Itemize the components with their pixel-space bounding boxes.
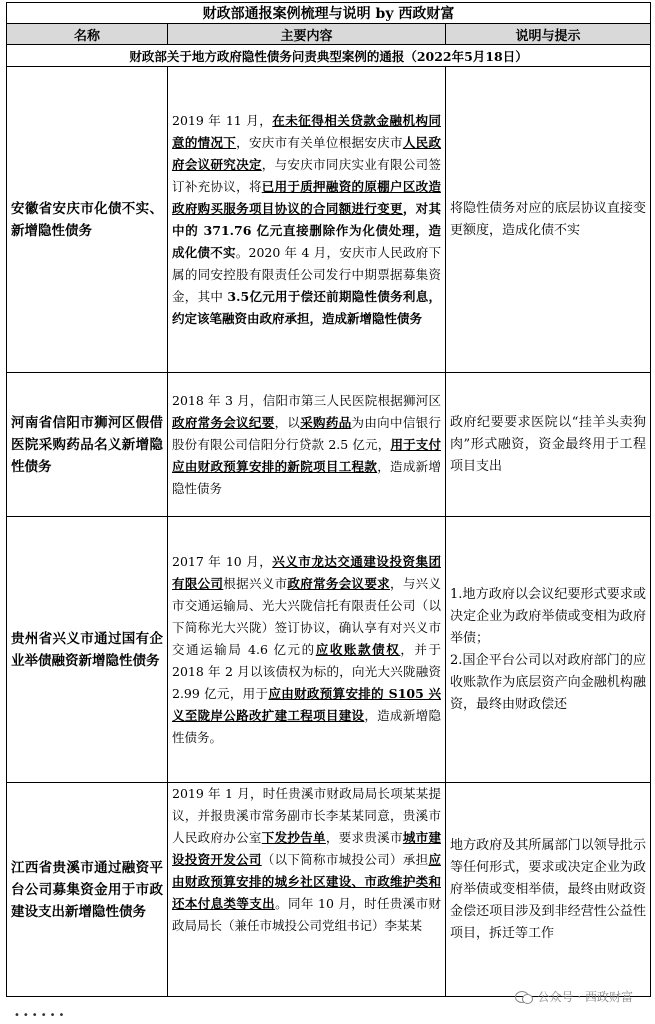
table-row bbox=[7, 517, 651, 783]
footer-dots: •••••• bbox=[14, 1010, 68, 1021]
content-segment: ，要求贵溪市 bbox=[325, 830, 403, 845]
case-name: 江西省贵溪市通过融资平台公司募集资金用于市政建设支出新增隐性债务 bbox=[7, 783, 168, 997]
content-segment: 政府常务会议要求 bbox=[287, 575, 390, 591]
case-name: 安徽省安庆市化债不实、新增隐性债务 bbox=[7, 67, 168, 373]
case-table bbox=[6, 2, 651, 997]
content-segment: 2019 年 11 月， bbox=[172, 112, 273, 128]
note-line: 2.国企平台公司以对政府部门的应收账款作为底层资产向金融机构融资，最终由财政偿还 bbox=[450, 652, 647, 712]
content-segment: 下发抄告单 bbox=[261, 830, 326, 845]
content-segment: 。同年 10 月，时任贵溪市财政局局长（兼任市城投公司党组书记）李某某 bbox=[172, 896, 441, 933]
content-segment: （以下简称市城投公司）承担 bbox=[261, 852, 429, 867]
table-row bbox=[7, 373, 651, 517]
content-segment: 政府常务会议纪要 bbox=[172, 414, 275, 430]
case-content bbox=[168, 783, 446, 997]
content-segment: 3.5亿元用于偿还前期隐性债务利息，约定该笔融资由政府承担，造成新增隐性债务 bbox=[172, 288, 441, 326]
section-heading: 财政部关于地方政府隐性债务问责典型案例的通报（2022年5月18日） bbox=[7, 45, 651, 67]
column-header-content: 主要内容 bbox=[168, 24, 446, 45]
content-segment: ，并于 2018 年 2 月以该债权为标的，向光大兴陇融资 2.99 亿元，用于 bbox=[172, 641, 441, 701]
content-segment: ，与安庆市同庆实业有限公司签订补充协议，将 bbox=[172, 156, 441, 194]
watermark-text: 公众号 · 西政财富 bbox=[537, 990, 633, 1004]
case-note: 政府纪要要求医院以“挂羊头卖狗肉”形式融资，资金最终用于工程项目支出 bbox=[446, 373, 651, 517]
case-name: 河南省信阳市狮河区假借医院采购药品名义新增隐性债务 bbox=[7, 373, 168, 517]
content-segment: 2018 年 3 月，信阳市第三人民医院根据狮河区 bbox=[172, 392, 441, 408]
column-header-notes: 说明与提示 bbox=[446, 24, 651, 45]
content-segment: ，对其中的 371.76 亿元直接删除作为化债处理，造成化债不实 bbox=[172, 200, 441, 260]
case-name: 贵州省兴义市通过国有企业举债融资新增隐性债务 bbox=[7, 517, 168, 783]
wechat-watermark bbox=[515, 988, 633, 1005]
case-note bbox=[446, 517, 651, 783]
content-segment: 兴义市龙达交通建设投资集团有限公司 bbox=[172, 553, 441, 591]
case-content bbox=[168, 517, 446, 783]
case-note: 地方政府及其所属部门以领导批示等任何形式，要求或决定企业为政府举债或变相举债，最终由财政资金偿还项目涉及到非经营性公益性项目，拆迁等工作 bbox=[446, 783, 651, 997]
content-segment: ，安庆市有关单位根据安庆市 bbox=[236, 134, 403, 150]
content-segment: 人民政府会议研究决定 bbox=[172, 134, 441, 172]
content-segment: 已用于质押融资的原棚户区改造政府购买服务项目协议的合同额进行变更 bbox=[172, 178, 441, 216]
content-segment: 采购药品 bbox=[300, 414, 352, 430]
content-segment: 应由财政预算安排的 S105 兴义至陇岸公路改扩建工程项目建设 bbox=[172, 685, 441, 723]
case-content bbox=[168, 67, 446, 373]
document-page bbox=[6, 2, 650, 997]
case-note: 将隐性债务对应的底层协议直接变更额度，造成化债不实 bbox=[446, 67, 651, 373]
content-segment: 为由向中信银行股份有限公司信阳分行贷款 2.5 亿元， bbox=[172, 414, 441, 452]
note-line: 1.地方政府以会议纪要形式要求或决定企业为政府举债或变相为政府举债； bbox=[450, 586, 647, 646]
content-segment: ，造成新增隐性债务。 bbox=[172, 707, 441, 745]
content-segment: 。2020 年 4 月，安庆市人民政府下属的同安控股有限责任公司发行中期票据募集资金，其中 bbox=[172, 244, 441, 304]
content-segment: ，以 bbox=[274, 414, 301, 430]
column-header-name: 名称 bbox=[7, 24, 168, 45]
content-segment: 用于支付应由财政预算安排的新院项目工程款 bbox=[172, 436, 441, 474]
wechat-icon bbox=[515, 990, 533, 1004]
table-row bbox=[7, 67, 651, 373]
content-segment: 在未征得相关贷款金融机构同意的情况下 bbox=[172, 112, 441, 150]
case-content bbox=[168, 373, 446, 517]
content-segment: 根据兴义市 bbox=[223, 575, 288, 591]
content-segment: 2019 年 1 月，时任贵溪市财政局局长项某某提议，并报贵溪市常务副市长李某某同意，贵溪市人民政府办公室 bbox=[172, 786, 441, 845]
content-segment: 2017 年 10 月， bbox=[172, 553, 273, 569]
content-segment: 城市建设投资开发公司 bbox=[172, 830, 441, 867]
content-segment: 应由财政预算安排的城乡社区建设、市政维护类和还本付息类等支出 bbox=[172, 852, 441, 911]
content-segment: ，与兴义市交通运输局、光大兴陇信托有限责任公司（以下简称光大兴陇）签订协议，确认享有对兴义市交通运输局 4.6 亿元的 bbox=[172, 575, 441, 657]
table-title: 财政部通报案例梳理与说明 by 西政财富 bbox=[7, 3, 651, 24]
content-segment: 应收账款债权 bbox=[315, 641, 401, 657]
table-row bbox=[7, 783, 651, 997]
content-segment: ，造成新增隐性债务 bbox=[172, 458, 441, 496]
